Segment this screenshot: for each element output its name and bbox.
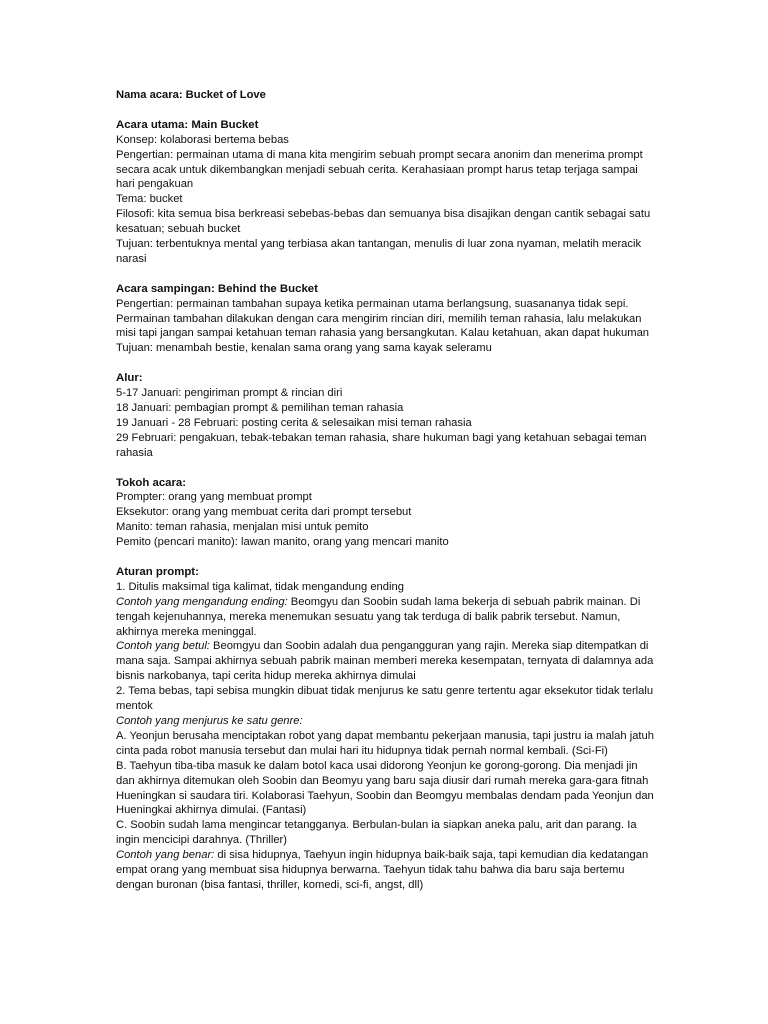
example-label: Contoh yang menjurus ke satu genre: bbox=[116, 714, 303, 727]
example-correct bbox=[116, 639, 656, 684]
example-right bbox=[116, 848, 656, 893]
role-item: Manito: teman rahasia, menjalan misi untuk pemito bbox=[116, 521, 369, 534]
paragraph: Konsep: kolaborasi bertema bebas bbox=[116, 133, 289, 146]
paragraph: Tujuan: terbentuknya mental yang terbiasa akan tantangan, menulis di luar zona nyaman, melatih meracik narasi bbox=[116, 238, 642, 265]
section-heading: Alur: bbox=[116, 372, 143, 385]
example-label: Contoh yang betul: bbox=[116, 640, 210, 653]
timeline-item: 19 Januari - 28 Februari: posting cerita & selesaikan misi teman rahasia bbox=[116, 416, 472, 429]
document-page bbox=[116, 88, 656, 893]
section-heading: Tokoh acara: bbox=[116, 476, 187, 489]
section-aturan-prompt bbox=[116, 565, 656, 893]
section-main-bucket bbox=[116, 118, 656, 267]
genre-example-a: A. Yeonjun berusaha menciptakan robot yang dapat membantu pekerjaan manusia, tapi justru ia malah jatuh cinta pada robot manusia tersebut dan mulai hari itu hidupnya tidak pernah normal kembali. (Sci-Fi) bbox=[116, 729, 654, 757]
spacer bbox=[116, 461, 656, 476]
spacer bbox=[116, 550, 656, 565]
role-item: Prompter: orang yang membuat prompt bbox=[116, 491, 312, 504]
paragraph: Tujuan: menambah bestie, kenalan sama orang yang sama kayak seleramu bbox=[116, 342, 492, 355]
example-text: di sisa hidupnya, Taehyun ingin hidupnya baik-baik saja, tapi kemudian dia kedatangan empat orang yang membuat sisa hidupnya berwarna. Taehyun tidak tahu bahwa dia baru saja bertemu dengan buronan (bisa fantasi, thriller, komedi, sci-fi, angst, dll) bbox=[116, 849, 649, 891]
timeline-item: 29 Februari: pengakuan, tebak-tebakan teman rahasia, share hukuman bagi yang ketahuan sebagai teman rahasia bbox=[116, 431, 647, 459]
section-behind-the-bucket bbox=[116, 282, 656, 357]
paragraph: Pengertian: permainan utama di mana kita mengirim sebuah prompt secara anonim dan menerima prompt secara acak untuk dikembangkan menjadi sebuah cerita. Kerahasiaan prompt harus tetap terjaga sampai hari pengakuan bbox=[116, 148, 643, 191]
paragraph: Tema: bucket bbox=[116, 193, 183, 206]
spacer bbox=[116, 267, 656, 282]
example-genre-label bbox=[116, 714, 656, 729]
section-heading: Aturan prompt: bbox=[116, 565, 199, 578]
section-alur bbox=[116, 371, 656, 460]
timeline-item: 5-17 Januari: pengiriman prompt & rincian diri bbox=[116, 387, 343, 400]
document-title: Nama acara: Bucket of Love bbox=[116, 89, 266, 101]
section-tokoh bbox=[116, 476, 656, 551]
section-heading: Acara sampingan: Behind the Bucket bbox=[116, 282, 318, 295]
example-label: Contoh yang benar: bbox=[116, 849, 215, 862]
spacer bbox=[116, 103, 656, 118]
genre-example-c: C. Soobin sudah lama mengincar tetangganya. Berbulan-bulan ia siapkan aneka palu, arit dan parang. Ia ingin mencicipi darahnya. (Thriller) bbox=[116, 819, 637, 847]
example-label: Contoh yang mengandung ending: bbox=[116, 595, 288, 608]
section-heading: Acara utama: Main Bucket bbox=[116, 118, 259, 131]
rule-1: 1. Ditulis maksimal tiga kalimat, tidak mengandung ending bbox=[116, 580, 404, 593]
example-with-ending bbox=[116, 595, 656, 640]
spacer bbox=[116, 356, 656, 371]
example-text: Beomgyu dan Soobin sudah lama bekerja di sebuah pabrik mainan. Di tengah kejenuhannya, mereka menemukan sesuatu yang tak terduga di balik pabrik tersebut. Namun, akhirnya mereka meninggal. bbox=[116, 595, 641, 638]
genre-example-b: B. Taehyun tiba-tiba masuk ke dalam botol kaca usai didorong Yeonjun ke gorong-gorong. Dia menjadi jin dan akhirnya ditemukan oleh Soobin dan Beomyu yang baru saja diusir dari rumah mereka gara-gara fitnah Hueningkan si saudara tiri. Kolaborasi Taehyun, Soobin dan Beomgyu membalas dendam pada Yeonjun dan Hueningkai akhirnya dimulai. (Fantasi) bbox=[116, 759, 654, 817]
paragraph: Pengertian: permainan tambahan supaya ketika permainan utama berlangsung, suasananya tidak sepi. Permainan tambahan dilakukan dengan cara mengirim rincian diri, memilih teman rahasia, lalu melakukan misi tapi jangan sampai ketahuan teman rahasia yang bersangkutan. Kalau ketahuan, akan dapat hukuman bbox=[116, 297, 650, 340]
rule-2: 2. Tema bebas, tapi sebisa mungkin dibuat tidak menjurus ke satu genre tertentu agar eksekutor tidak terlalu mentok bbox=[116, 685, 654, 713]
role-item: Pemito (pencari manito): lawan manito, orang yang mencari manito bbox=[116, 536, 449, 549]
role-item: Eksekutor: orang yang membuat cerita dari prompt tersebut bbox=[116, 506, 412, 519]
example-text: Beomgyu dan Soobin adalah dua pengangguran yang rajin. Mereka siap ditempatkan di mana saja. Sampai akhirnya sebuah pabrik mainan memberi mereka kesempatan, ternyata di dalamnya ada bisnis narkobanya, tapi cerita hidup mereka akhirnya dimulai bbox=[116, 640, 654, 683]
paragraph: Filosofi: kita semua bisa berkreasi sebebas-bebas dan semuanya bisa disajikan dengan cantik sebagai satu kesatuan; sebuah bucket bbox=[116, 208, 651, 236]
timeline-item: 18 Januari: pembagian prompt & pemilihan teman rahasia bbox=[116, 401, 404, 414]
